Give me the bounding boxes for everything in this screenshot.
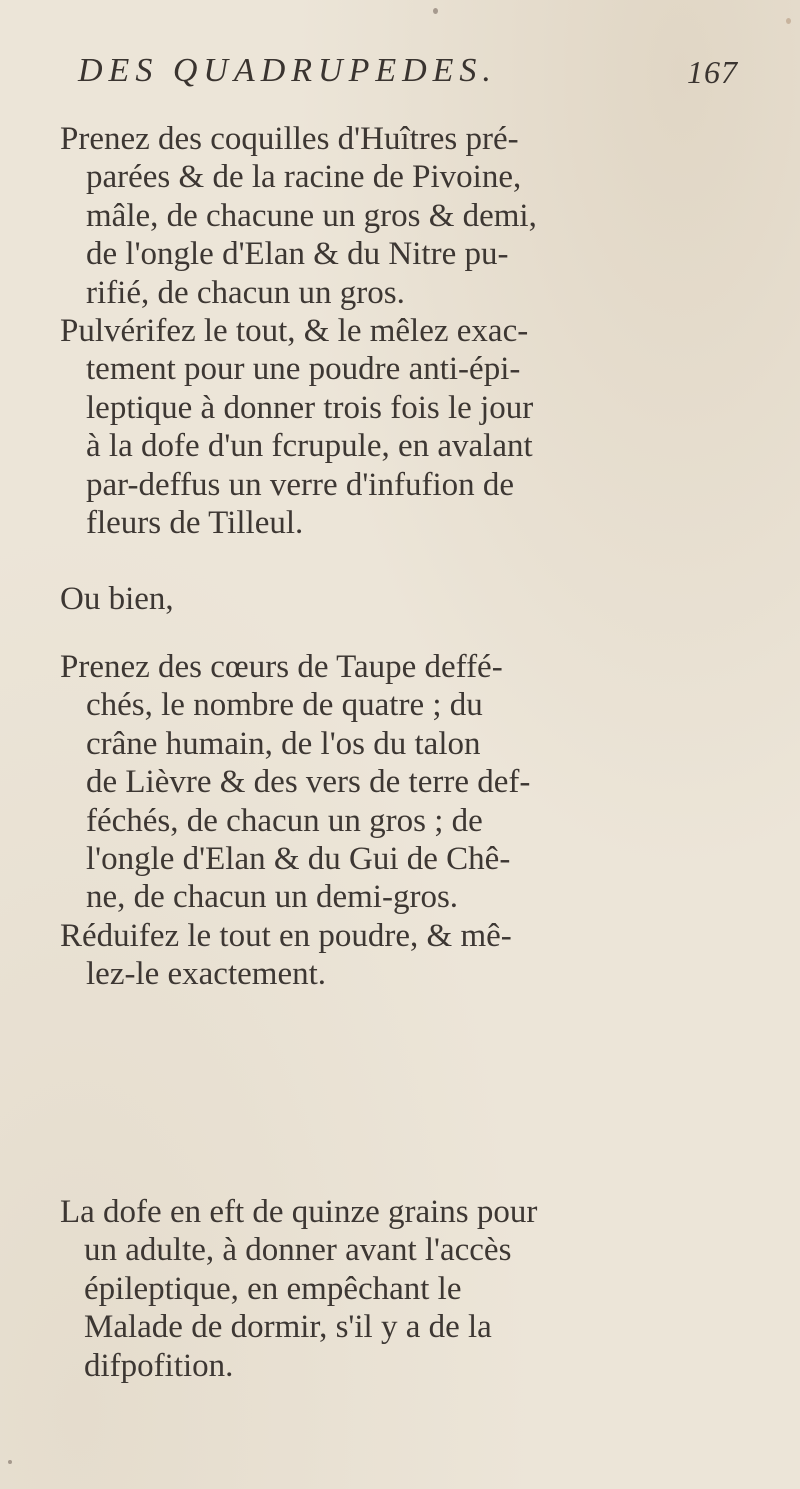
text-line: fleurs de Tilleul. bbox=[86, 505, 304, 542]
text-line: leptique à donner trois fois le jour bbox=[86, 389, 534, 426]
text-line: tement pour une poudre anti-épi- bbox=[86, 351, 521, 388]
running-head-title: DES QUADRUPEDES. bbox=[78, 52, 497, 89]
text-line: rifié, de chacun un gros. bbox=[86, 274, 405, 311]
text-line: à la dofe d'un fcrupule, en avalant bbox=[86, 428, 533, 465]
running-head bbox=[78, 52, 738, 102]
dosage-text bbox=[60, 1193, 537, 1385]
text-line: mâle, de chacune un gros & demi, bbox=[86, 197, 537, 234]
text-line: Prenez des cœurs de Taupe deffé- bbox=[60, 649, 503, 685]
text-line: Pulvérifez le tout, & le mêlez exac- bbox=[60, 313, 529, 350]
text-line: l'ongle d'Elan & du Gui de Chê- bbox=[86, 841, 511, 878]
text-line: Réduifez le tout en poudre, & mê- bbox=[60, 917, 512, 954]
text-line: un adulte, à donner avant l'accès bbox=[84, 1232, 512, 1269]
text-line: parées & de la racine de Pivoine, bbox=[86, 159, 522, 196]
text-line: par-deffus un verre d'infufion de bbox=[86, 466, 515, 503]
text-line: lez-le exactement. bbox=[86, 956, 327, 993]
recipe-one-text bbox=[60, 120, 537, 542]
text-line: de Lièvre & des vers de terre def- bbox=[86, 764, 531, 801]
text-line: Malade de dormir, s'il y a de la bbox=[84, 1309, 492, 1346]
text-line: Ou bien, bbox=[60, 581, 174, 617]
text-line: de l'ongle d'Elan & du Nitre pu- bbox=[86, 236, 509, 273]
text-line: chés, le nombre de quatre ; du bbox=[86, 687, 483, 724]
ink-speck bbox=[786, 18, 791, 24]
alternative-heading bbox=[60, 580, 174, 618]
ink-speck bbox=[8, 1460, 12, 1464]
text-line: ne, de chacun un demi-gros. bbox=[86, 879, 459, 916]
ink-speck bbox=[433, 8, 438, 14]
text-line: épileptique, en empêchant le bbox=[84, 1270, 462, 1307]
text-line: difpofition. bbox=[84, 1347, 234, 1384]
text-line: féchés, de chacun un gros ; de bbox=[86, 802, 483, 839]
text-line: La dofe en eft de quinze grains pour bbox=[60, 1194, 538, 1230]
text-line: crâne humain, de l'os du talon bbox=[86, 725, 481, 762]
recipe-two-text bbox=[60, 648, 530, 994]
page-number: 167 bbox=[687, 54, 738, 90]
text-line: Prenez des coquilles d'Huîtres pré- bbox=[60, 121, 519, 157]
